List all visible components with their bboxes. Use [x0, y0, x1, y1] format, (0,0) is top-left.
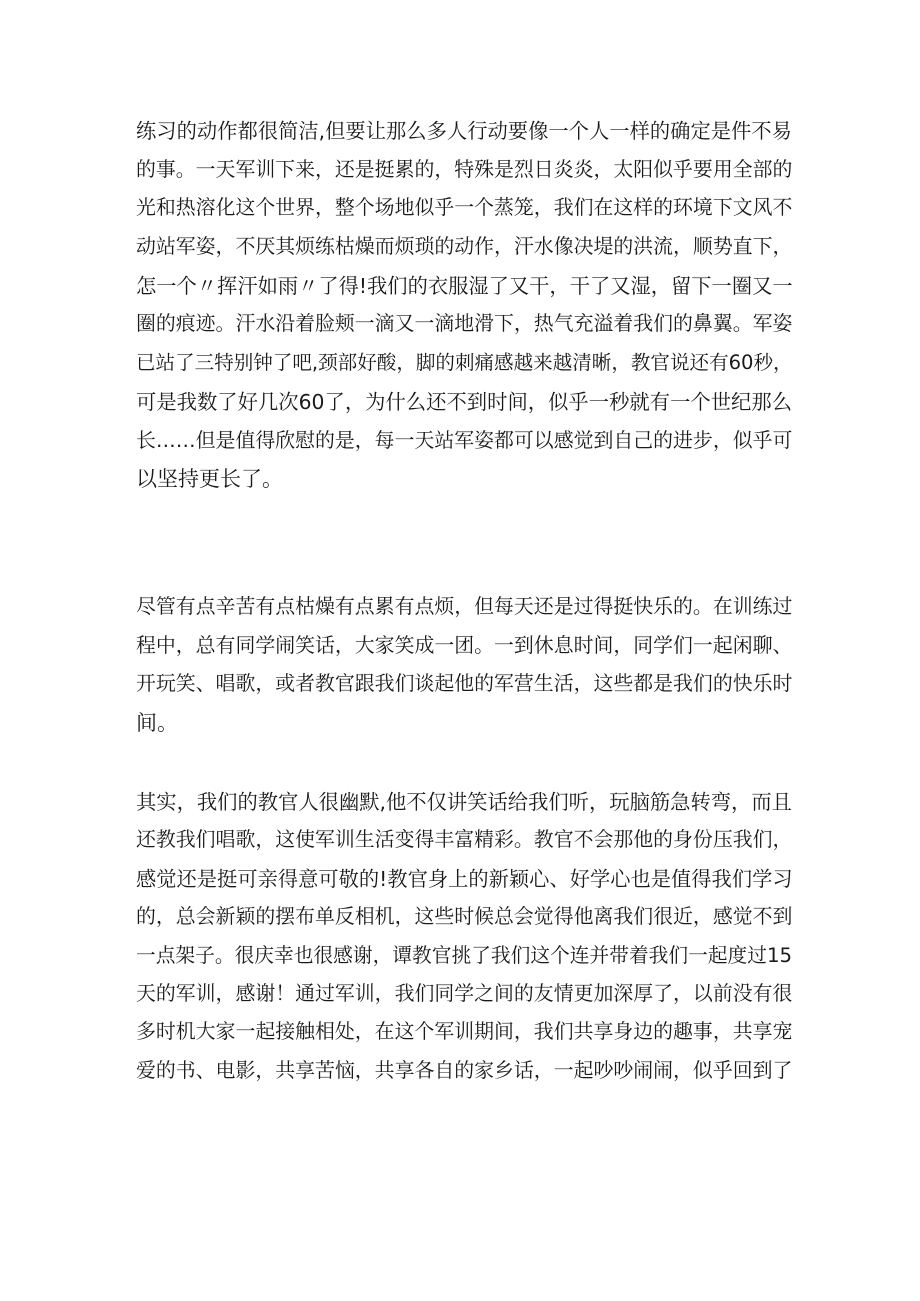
paragraph-line: 光和热溶化这个世界，整个场地似乎一个蒸笼，我们在这样的环境下文风不 [136, 196, 793, 220]
paragraph-line: 还教我们唱歌，这使军训生活变得丰富精彩。教官不会那他的身份压我们， [136, 828, 793, 852]
paragraph-1 [136, 112, 796, 499]
paragraph-line: 其实，我们的教官人很幽默,他不仅讲笑话给我们听，玩脑筋急转弯，而且 [136, 790, 792, 814]
paragraph-line: 怎一个〃挥汗如雨〃了得!我们的衣服湿了又干，干了又湿，留下一圈又一 [136, 273, 793, 298]
paragraph-line: 的，总会新颖的摆布单反相机，这些时候总会觉得他离我们很近，感觉不到 [136, 905, 793, 929]
paragraph-line: 间。 [136, 710, 178, 735]
paragraph-line: 的事。一天军训下来，还是挺累的，特殊是烈日炎炎，太阳似乎要用全部的 [136, 157, 793, 181]
paragraph-line: 程中，总有同学闹笑话，大家笑成一团。一到休息时间，同学们一起闲聊、 [136, 633, 793, 657]
paragraph-line: 长……但是值得欣慰的是，每一天站军姿都可以感觉到自己的进步，似乎可 [136, 428, 793, 452]
paragraph-line: 开玩笑、唱歌，或者教官跟我们谈起他的军营生活，这些都是我们的快乐时 [136, 672, 793, 695]
paragraph-line: 感觉还是挺可亲得意可敬的!教官身上的新颖心、好学心也是值得我们学习 [136, 866, 793, 891]
paragraph-line: 一点架子。很庆幸也很感谢，谭教官挑了我们这个连并带着我们一起度过15 [136, 943, 793, 967]
paragraph-line: 已站了三特别钟了吧,颈部好酸，脚的刺痛感越来越清晰，教官说还有60秒， [136, 351, 793, 375]
paragraph-line: 以坚持更长了。 [136, 467, 283, 492]
paragraph-line: 练习的动作都很简洁,但要让那么多人行动要像一个人一样的确定是件不易 [136, 119, 792, 143]
paragraph-line: 动站军姿，不厌其烦练枯燥而烦琐的动作，汗水像决堤的洪流，顺势直下， [136, 235, 793, 259]
paragraph-2 [136, 588, 796, 742]
paragraph-line: 尽管有点辛苦有点枯燥有点累有点烦，但每天还是过得挺快乐的。在训练过 [136, 595, 793, 618]
paragraph-3 [136, 783, 796, 1090]
paragraph-line: 可是我数了好几次60了，为什么还不到时间，似乎一秒就有一个世纪那么 [136, 389, 793, 414]
paragraph-line: 天的军训，感谢！通过军训，我们同学之间的友情更加深厚了，以前没有很 [136, 981, 793, 1005]
paragraph-line: 爱的书、电影，共享苦恼，共享各自的家乡话，一起吵吵闹闹，似乎回到了 [136, 1058, 793, 1082]
paragraph-line: 圈的痕迹。汗水沿着脸颊一滴又一滴地滑下，热气充溢着我们的鼻翼。军姿 [136, 312, 793, 336]
paragraph-line: 多时机大家一起接触相处，在这个军训期间，我们共享身边的趣事，共享宠 [136, 1020, 793, 1044]
